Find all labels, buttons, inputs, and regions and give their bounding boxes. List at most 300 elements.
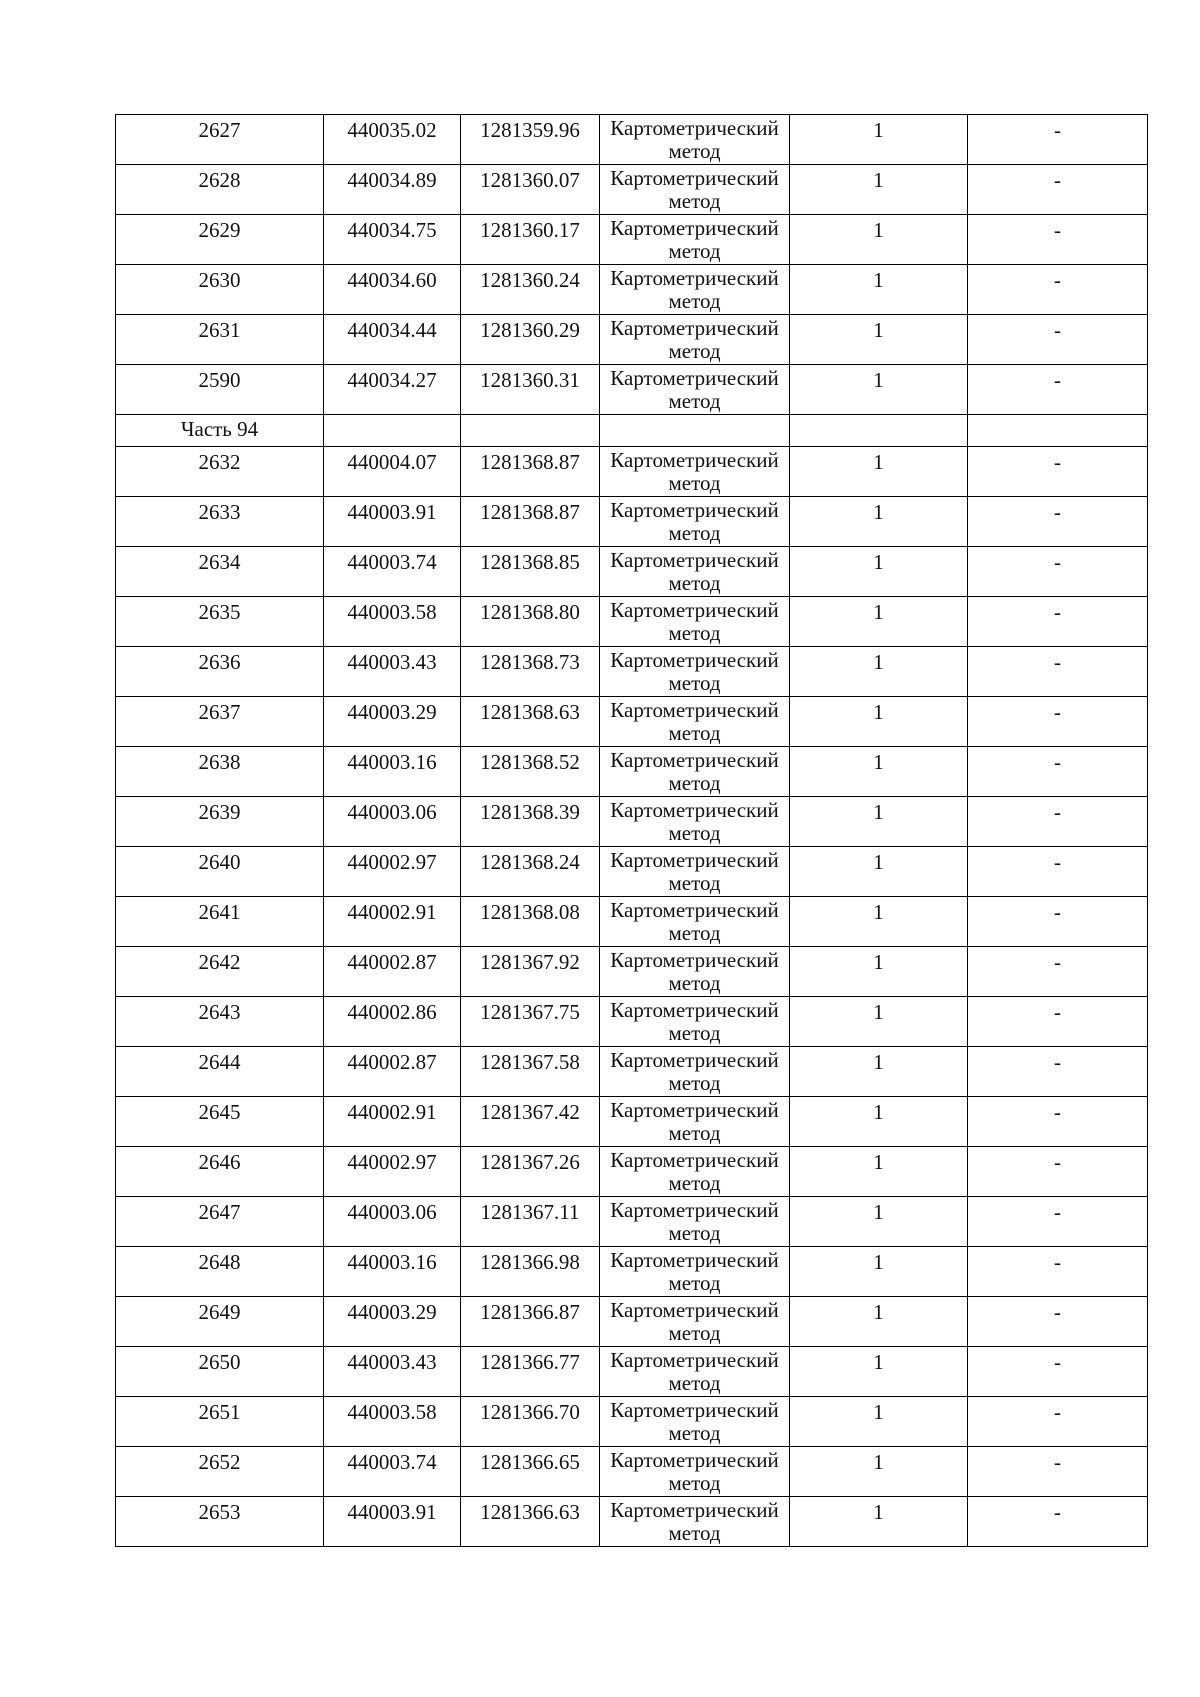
x-coordinate-cell xyxy=(324,597,461,647)
method-cell xyxy=(600,265,790,315)
note-value: - xyxy=(1054,1000,1061,1024)
method-line-1: Картометрический xyxy=(610,1348,779,1372)
note-value: - xyxy=(1054,118,1061,142)
method-text xyxy=(600,1147,789,1195)
y-coordinate: 1281360.29 xyxy=(480,318,580,342)
point-number-cell xyxy=(116,1347,324,1397)
point-number: 2632 xyxy=(198,450,241,474)
method-text xyxy=(600,597,789,645)
method-text xyxy=(600,115,789,163)
accuracy-value: 1 xyxy=(873,1050,884,1074)
method-cell xyxy=(600,1347,790,1397)
accuracy-value: 1 xyxy=(873,368,884,392)
y-coordinate-cell xyxy=(461,1097,600,1147)
note-cell xyxy=(968,597,1148,647)
x-coordinate: 440003.29 xyxy=(347,700,437,724)
method-text xyxy=(600,747,789,795)
note-value: - xyxy=(1054,1100,1061,1124)
y-coordinate: 1281366.87 xyxy=(480,1300,580,1324)
y-coordinate: 1281367.58 xyxy=(480,1050,580,1074)
accuracy-cell xyxy=(790,265,968,315)
method-cell xyxy=(600,215,790,265)
method-line-2: метод xyxy=(668,1021,721,1045)
method-line-1: Картометрический xyxy=(610,498,779,522)
point-number-cell xyxy=(116,1097,324,1147)
point-number-cell xyxy=(116,1297,324,1347)
x-coordinate-cell xyxy=(324,547,461,597)
accuracy-cell xyxy=(790,447,968,497)
point-number: 2627 xyxy=(198,118,241,142)
accuracy-value: 1 xyxy=(873,500,884,524)
x-coordinate: 440003.16 xyxy=(347,1250,437,1274)
method-cell xyxy=(600,1497,790,1547)
section-row xyxy=(116,415,1148,447)
method-line-1: Картометрический xyxy=(610,166,779,190)
empty-cell xyxy=(790,415,968,447)
point-number-cell xyxy=(116,1047,324,1097)
note-cell xyxy=(968,315,1148,365)
note-value: - xyxy=(1054,1450,1061,1474)
note-cell xyxy=(968,1047,1148,1097)
note-value: - xyxy=(1054,1500,1061,1524)
note-cell xyxy=(968,1147,1148,1197)
point-number: 2636 xyxy=(198,650,241,674)
x-coordinate: 440003.74 xyxy=(347,1450,437,1474)
point-number: 2639 xyxy=(198,800,241,824)
method-text xyxy=(600,797,789,845)
method-cell xyxy=(600,1097,790,1147)
method-line-1: Картометрический xyxy=(610,948,779,972)
accuracy-value: 1 xyxy=(873,268,884,292)
x-coordinate: 440002.86 xyxy=(347,1000,437,1024)
y-coordinate: 1281359.96 xyxy=(480,118,580,142)
method-text xyxy=(600,365,789,413)
note-cell xyxy=(968,797,1148,847)
method-line-2: метод xyxy=(668,521,721,545)
method-line-1: Картометрический xyxy=(610,116,779,140)
accuracy-cell xyxy=(790,165,968,215)
y-coordinate-cell xyxy=(461,1347,600,1397)
method-line-1: Картометрический xyxy=(610,448,779,472)
accuracy-cell xyxy=(790,697,968,747)
note-value: - xyxy=(1054,550,1061,574)
y-coordinate: 1281367.92 xyxy=(480,950,580,974)
method-line-1: Картометрический xyxy=(610,1248,779,1272)
method-line-2: метод xyxy=(668,1471,721,1495)
accuracy-value: 1 xyxy=(873,1000,884,1024)
x-coordinate: 440034.60 xyxy=(347,268,437,292)
method-text xyxy=(600,1247,789,1295)
x-coordinate: 440034.75 xyxy=(347,218,437,242)
method-cell xyxy=(600,947,790,997)
y-coordinate: 1281366.98 xyxy=(480,1250,580,1274)
table-row xyxy=(116,315,1148,365)
point-number: 2652 xyxy=(198,1450,241,1474)
y-coordinate-cell xyxy=(461,447,600,497)
x-coordinate-cell xyxy=(324,265,461,315)
point-number-cell xyxy=(116,215,324,265)
table-row xyxy=(116,115,1148,165)
x-coordinate: 440034.44 xyxy=(347,318,437,342)
point-number: 2648 xyxy=(198,1250,241,1274)
point-number-cell xyxy=(116,947,324,997)
table-row xyxy=(116,747,1148,797)
method-cell xyxy=(600,897,790,947)
y-coordinate-cell xyxy=(461,1147,600,1197)
note-cell xyxy=(968,547,1148,597)
x-coordinate: 440003.74 xyxy=(347,550,437,574)
table-row xyxy=(116,647,1148,697)
method-cell xyxy=(600,365,790,415)
method-line-2: метод xyxy=(668,239,721,263)
note-cell xyxy=(968,1247,1148,1297)
accuracy-cell xyxy=(790,1047,968,1097)
section-label-cell xyxy=(116,415,324,447)
accuracy-cell xyxy=(790,997,968,1047)
y-coordinate: 1281368.73 xyxy=(480,650,580,674)
note-cell xyxy=(968,1447,1148,1497)
point-number-cell xyxy=(116,797,324,847)
y-coordinate-cell xyxy=(461,497,600,547)
accuracy-value: 1 xyxy=(873,118,884,142)
accuracy-value: 1 xyxy=(873,550,884,574)
y-coordinate-cell xyxy=(461,1197,600,1247)
method-line-2: метод xyxy=(668,621,721,645)
method-cell xyxy=(600,1047,790,1097)
empty-cell xyxy=(968,415,1148,447)
method-line-1: Картометрический xyxy=(610,898,779,922)
accuracy-cell xyxy=(790,365,968,415)
method-text xyxy=(600,165,789,213)
note-cell xyxy=(968,947,1148,997)
x-coordinate-cell xyxy=(324,1447,461,1497)
x-coordinate: 440003.16 xyxy=(347,750,437,774)
method-cell xyxy=(600,647,790,697)
method-cell xyxy=(600,847,790,897)
note-cell xyxy=(968,447,1148,497)
method-cell xyxy=(600,115,790,165)
point-number: 2637 xyxy=(198,700,241,724)
method-cell xyxy=(600,1297,790,1347)
table-row xyxy=(116,215,1148,265)
x-coordinate-cell xyxy=(324,165,461,215)
point-number: 2640 xyxy=(198,850,241,874)
x-coordinate-cell xyxy=(324,647,461,697)
accuracy-cell xyxy=(790,1097,968,1147)
point-number: 2650 xyxy=(198,1350,241,1374)
y-coordinate: 1281360.07 xyxy=(480,168,580,192)
x-coordinate-cell xyxy=(324,1397,461,1447)
accuracy-value: 1 xyxy=(873,750,884,774)
x-coordinate-cell xyxy=(324,697,461,747)
point-number-cell xyxy=(116,1497,324,1547)
y-coordinate-cell xyxy=(461,697,600,747)
table-row xyxy=(116,547,1148,597)
method-text xyxy=(600,647,789,695)
point-number-cell xyxy=(116,647,324,697)
note-cell xyxy=(968,1397,1148,1447)
table-row xyxy=(116,497,1148,547)
x-coordinate: 440035.02 xyxy=(347,118,437,142)
y-coordinate: 1281367.42 xyxy=(480,1100,580,1124)
empty-cell xyxy=(324,415,461,447)
y-coordinate-cell xyxy=(461,215,600,265)
note-value: - xyxy=(1054,218,1061,242)
y-coordinate-cell xyxy=(461,1497,600,1547)
x-coordinate: 440002.97 xyxy=(347,1150,437,1174)
y-coordinate-cell xyxy=(461,265,600,315)
method-line-1: Картометрический xyxy=(610,366,779,390)
accuracy-value: 1 xyxy=(873,1350,884,1374)
y-coordinate-cell xyxy=(461,1247,600,1297)
accuracy-value: 1 xyxy=(873,900,884,924)
note-cell xyxy=(968,115,1148,165)
method-line-2: метод xyxy=(668,1321,721,1345)
method-cell xyxy=(600,1147,790,1197)
note-cell xyxy=(968,1347,1148,1397)
method-line-1: Картометрический xyxy=(610,1298,779,1322)
note-cell xyxy=(968,897,1148,947)
note-value: - xyxy=(1054,750,1061,774)
point-number-cell xyxy=(116,315,324,365)
table-row xyxy=(116,947,1148,997)
point-number-cell xyxy=(116,697,324,747)
y-coordinate: 1281368.52 xyxy=(480,750,580,774)
note-value: - xyxy=(1054,1150,1061,1174)
point-number-cell xyxy=(116,847,324,897)
method-line-1: Картометрический xyxy=(610,748,779,772)
point-number: 2651 xyxy=(198,1400,241,1424)
accuracy-value: 1 xyxy=(873,318,884,342)
x-coordinate-cell xyxy=(324,747,461,797)
method-line-2: метод xyxy=(668,671,721,695)
x-coordinate-cell xyxy=(324,1247,461,1297)
note-cell xyxy=(968,697,1148,747)
table-row xyxy=(116,1397,1148,1447)
y-coordinate: 1281368.39 xyxy=(480,800,580,824)
y-coordinate-cell xyxy=(461,165,600,215)
accuracy-cell xyxy=(790,497,968,547)
method-text xyxy=(600,547,789,595)
method-line-2: метод xyxy=(668,871,721,895)
method-cell xyxy=(600,1447,790,1497)
note-value: - xyxy=(1054,650,1061,674)
note-cell xyxy=(968,1497,1148,1547)
point-number-cell xyxy=(116,1147,324,1197)
accuracy-value: 1 xyxy=(873,950,884,974)
x-coordinate: 440003.43 xyxy=(347,1350,437,1374)
y-coordinate-cell xyxy=(461,1047,600,1097)
method-line-2: метод xyxy=(668,921,721,945)
note-cell xyxy=(968,847,1148,897)
method-text xyxy=(600,215,789,263)
note-value: - xyxy=(1054,700,1061,724)
y-coordinate-cell xyxy=(461,647,600,697)
accuracy-value: 1 xyxy=(873,1200,884,1224)
method-text xyxy=(600,847,789,895)
point-number: 2653 xyxy=(198,1500,241,1524)
x-coordinate: 440004.07 xyxy=(347,450,437,474)
x-coordinate: 440002.91 xyxy=(347,900,437,924)
accuracy-cell xyxy=(790,115,968,165)
x-coordinate-cell xyxy=(324,1097,461,1147)
x-coordinate-cell xyxy=(324,1047,461,1097)
y-coordinate-cell xyxy=(461,947,600,997)
accuracy-value: 1 xyxy=(873,650,884,674)
method-line-1: Картометрический xyxy=(610,1198,779,1222)
method-text xyxy=(600,1397,789,1445)
point-number: 2628 xyxy=(198,168,241,192)
method-line-1: Картометрический xyxy=(610,1098,779,1122)
note-cell xyxy=(968,215,1148,265)
section-label: Часть 94 xyxy=(180,417,259,441)
accuracy-cell xyxy=(790,1197,968,1247)
point-number: 2630 xyxy=(198,268,241,292)
point-number-cell xyxy=(116,1397,324,1447)
method-text xyxy=(600,1347,789,1395)
y-coordinate-cell xyxy=(461,365,600,415)
method-cell xyxy=(600,1247,790,1297)
accuracy-value: 1 xyxy=(873,1500,884,1524)
table-row xyxy=(116,1247,1148,1297)
method-text xyxy=(600,1497,789,1545)
method-line-2: метод xyxy=(668,571,721,595)
x-coordinate-cell xyxy=(324,1347,461,1397)
method-cell xyxy=(600,447,790,497)
note-cell xyxy=(968,1297,1148,1347)
x-coordinate-cell xyxy=(324,847,461,897)
accuracy-cell xyxy=(790,1147,968,1197)
x-coordinate-cell xyxy=(324,1497,461,1547)
method-line-1: Картометрический xyxy=(610,316,779,340)
y-coordinate-cell xyxy=(461,797,600,847)
table-row xyxy=(116,797,1148,847)
accuracy-cell xyxy=(790,647,968,697)
method-line-2: метод xyxy=(668,1371,721,1395)
point-number: 2631 xyxy=(198,318,241,342)
method-line-1: Картометрический xyxy=(610,698,779,722)
method-line-2: метод xyxy=(668,339,721,363)
method-text xyxy=(600,1197,789,1245)
method-line-2: метод xyxy=(668,1271,721,1295)
note-value: - xyxy=(1054,1400,1061,1424)
y-coordinate-cell xyxy=(461,747,600,797)
table-row xyxy=(116,1047,1148,1097)
method-line-2: метод xyxy=(668,1521,721,1545)
x-coordinate: 440003.43 xyxy=(347,650,437,674)
point-number-cell xyxy=(116,997,324,1047)
empty-cell xyxy=(461,415,600,447)
accuracy-value: 1 xyxy=(873,450,884,474)
accuracy-cell xyxy=(790,215,968,265)
point-number: 2642 xyxy=(198,950,241,974)
note-value: - xyxy=(1054,900,1061,924)
y-coordinate-cell xyxy=(461,997,600,1047)
method-text xyxy=(600,947,789,995)
note-value: - xyxy=(1054,368,1061,392)
table-row xyxy=(116,997,1148,1047)
accuracy-cell xyxy=(790,897,968,947)
x-coordinate-cell xyxy=(324,115,461,165)
y-coordinate: 1281367.26 xyxy=(480,1150,580,1174)
method-line-1: Картометрический xyxy=(610,1148,779,1172)
method-line-2: метод xyxy=(668,289,721,313)
point-number-cell xyxy=(116,365,324,415)
y-coordinate: 1281368.87 xyxy=(480,500,580,524)
method-cell xyxy=(600,1397,790,1447)
y-coordinate: 1281360.17 xyxy=(480,218,580,242)
x-coordinate: 440002.87 xyxy=(347,1050,437,1074)
method-text xyxy=(600,697,789,745)
note-cell xyxy=(968,497,1148,547)
method-line-1: Картометрический xyxy=(610,998,779,1022)
x-coordinate-cell xyxy=(324,797,461,847)
y-coordinate: 1281367.11 xyxy=(480,1200,580,1224)
table-row xyxy=(116,365,1148,415)
method-cell xyxy=(600,165,790,215)
x-coordinate: 440003.91 xyxy=(347,1500,437,1524)
x-coordinate-cell xyxy=(324,365,461,415)
method-line-2: метод xyxy=(668,189,721,213)
method-cell xyxy=(600,315,790,365)
x-coordinate-cell xyxy=(324,897,461,947)
y-coordinate: 1281366.63 xyxy=(480,1500,580,1524)
y-coordinate: 1281368.24 xyxy=(480,850,580,874)
note-value: - xyxy=(1054,450,1061,474)
point-number: 2647 xyxy=(198,1200,241,1224)
point-number-cell xyxy=(116,1247,324,1297)
x-coordinate-cell xyxy=(324,497,461,547)
coordinates-table xyxy=(115,114,1148,1547)
accuracy-cell xyxy=(790,597,968,647)
method-line-1: Картометрический xyxy=(610,798,779,822)
x-coordinate-cell xyxy=(324,947,461,997)
accuracy-value: 1 xyxy=(873,168,884,192)
method-cell xyxy=(600,797,790,847)
accuracy-cell xyxy=(790,315,968,365)
x-coordinate: 440034.27 xyxy=(347,368,437,392)
point-number-cell xyxy=(116,597,324,647)
accuracy-cell xyxy=(790,1447,968,1497)
y-coordinate: 1281368.08 xyxy=(480,900,580,924)
point-number: 2649 xyxy=(198,1300,241,1324)
method-cell xyxy=(600,497,790,547)
y-coordinate: 1281366.77 xyxy=(480,1350,580,1374)
table-row xyxy=(116,1097,1148,1147)
accuracy-value: 1 xyxy=(873,218,884,242)
point-number-cell xyxy=(116,265,324,315)
point-number-cell xyxy=(116,747,324,797)
point-number: 2635 xyxy=(198,600,241,624)
point-number-cell xyxy=(116,115,324,165)
accuracy-value: 1 xyxy=(873,850,884,874)
table-row xyxy=(116,597,1148,647)
x-coordinate: 440003.06 xyxy=(347,1200,437,1224)
method-text xyxy=(600,1297,789,1345)
y-coordinate-cell xyxy=(461,847,600,897)
method-line-2: метод xyxy=(668,1071,721,1095)
x-coordinate-cell xyxy=(324,1197,461,1247)
y-coordinate: 1281367.75 xyxy=(480,1000,580,1024)
accuracy-value: 1 xyxy=(873,700,884,724)
point-number: 2644 xyxy=(198,1050,241,1074)
accuracy-cell xyxy=(790,1497,968,1547)
table-row xyxy=(116,897,1148,947)
y-coordinate-cell xyxy=(461,897,600,947)
note-value: - xyxy=(1054,268,1061,292)
y-coordinate-cell xyxy=(461,597,600,647)
point-number: 2641 xyxy=(198,900,241,924)
